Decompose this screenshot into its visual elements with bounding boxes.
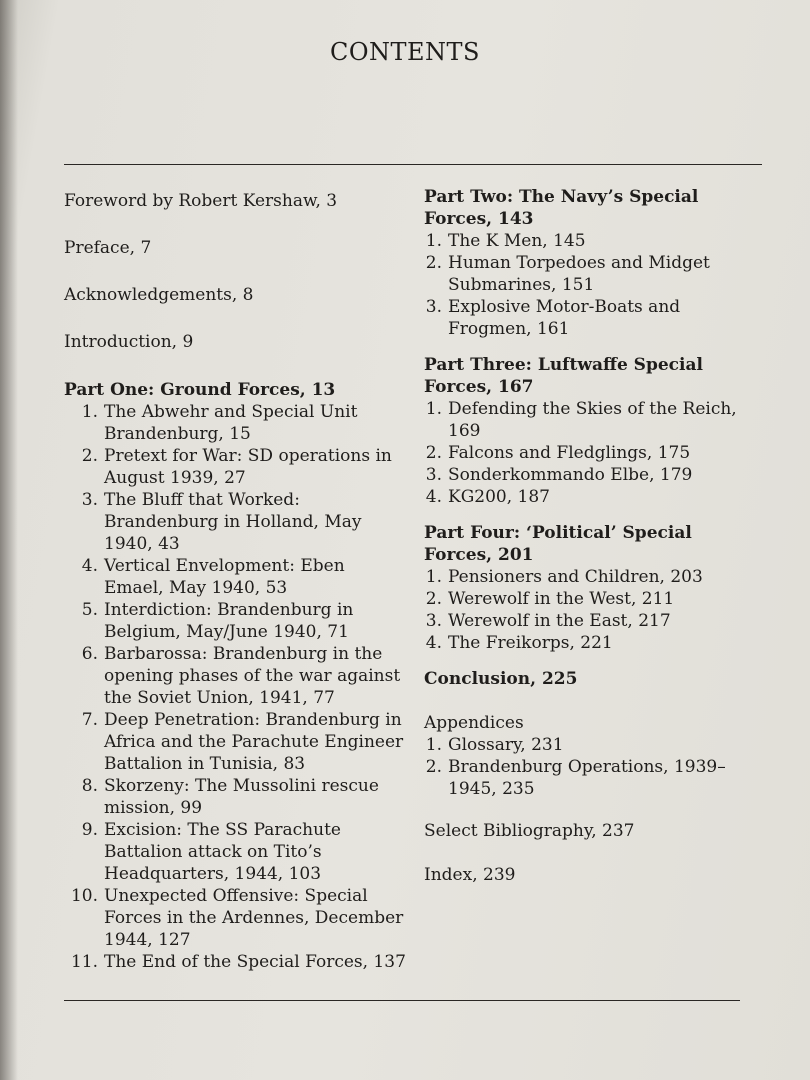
part-three-section <box>424 354 754 508</box>
entry-text: Barbarossa: Brandenburg in the opening phases of the war against the Soviet Union, 1941, 77 <box>104 644 401 708</box>
entry-number: 1. <box>425 231 442 251</box>
entry-text: Excision: The SS Parachute Battalion attack on Tito’s Headquarters, 1944, 103 <box>104 820 341 884</box>
appendices-heading: Appendices <box>424 713 524 733</box>
part-three-heading: Part Three: Luftwaffe Special Forces, 167 <box>424 355 703 397</box>
entry-text: Skorzeny: The Mussolini rescue mission, 99 <box>104 776 379 818</box>
entry-number: 11. <box>70 952 98 972</box>
front-matter-foreword: Foreword by Robert Kershaw, 3 <box>64 191 338 211</box>
part-two-section <box>424 186 754 340</box>
entry-number: 3. <box>425 465 442 485</box>
list-item <box>424 398 754 442</box>
entry-text: The K Men, 145 <box>448 231 586 251</box>
entry-text: The End of the Special Forces, 137 <box>104 952 406 972</box>
entry-text: Unexpected Offensive: Special Forces in the Ardennes, December 1944, 127 <box>104 886 404 950</box>
list-item <box>424 734 754 756</box>
bottom-rule <box>64 1000 740 1001</box>
part-two-entries <box>424 230 754 340</box>
page-gutter-shadow <box>0 0 18 1080</box>
page-title: CONTENTS <box>329 38 480 66</box>
entry-text: Vertical Envelopment: Eben Emael, May 1940, 53 <box>104 556 345 598</box>
entry-number: 1. <box>425 567 442 587</box>
entry-number: 2. <box>425 589 442 609</box>
entry-text: Brandenburg Operations, 1939–1945, 235 <box>448 757 726 799</box>
entry-number: 5. <box>81 600 98 620</box>
entry-number: 1. <box>425 735 442 755</box>
conclusion-heading: Conclusion, 225 <box>424 669 578 689</box>
entry-text: The Freikorps, 221 <box>448 633 613 653</box>
index-entry: Index, 239 <box>424 865 516 885</box>
list-item <box>64 885 409 951</box>
bibliography-entry: Select Bibliography, 237 <box>424 821 635 841</box>
entry-number: 9. <box>81 820 98 840</box>
entry-text: Explosive Motor-Boats and Frogmen, 161 <box>448 297 681 339</box>
list-item <box>424 566 754 588</box>
part-four-heading: Part Four: ‘Political’ Special Forces, 201 <box>424 523 692 565</box>
list-item <box>64 951 409 973</box>
entry-number: 1. <box>81 402 98 422</box>
part-one-heading: Part One: Ground Forces, 13 <box>64 380 336 400</box>
entry-number: 1. <box>425 399 442 419</box>
entry-number: 2. <box>425 757 442 777</box>
part-one-entries <box>64 401 409 973</box>
entry-text: Human Torpedoes and Midget Submarines, 151 <box>448 253 710 295</box>
list-item <box>424 442 754 464</box>
entry-text: The Abwehr and Special Unit Brandenburg, 15 <box>104 402 358 444</box>
part-two-heading: Part Two: The Navy’s Special Forces, 143 <box>424 187 699 229</box>
list-item <box>64 709 409 775</box>
part-four-section <box>424 522 754 654</box>
entry-number: 10. <box>70 886 98 906</box>
list-item <box>424 296 754 340</box>
entry-number: 4. <box>425 633 442 653</box>
entry-number: 7. <box>81 710 98 730</box>
list-item <box>64 489 409 555</box>
entry-number: 2. <box>425 443 442 463</box>
entry-number: 6. <box>81 644 98 664</box>
entry-text: Werewolf in the East, 217 <box>448 611 671 631</box>
list-item <box>424 486 754 508</box>
entry-number: 4. <box>425 487 442 507</box>
front-matter-preface: Preface, 7 <box>64 238 152 258</box>
entry-text: Werewolf in the West, 211 <box>448 589 675 609</box>
list-item <box>64 643 409 709</box>
entry-text: Deep Penetration: Brandenburg in Africa and the Parachute Engineer Battalion in Tunisia, 83 <box>104 710 404 774</box>
entry-number: 4. <box>81 556 98 576</box>
list-item <box>424 230 754 252</box>
entry-number: 8. <box>81 776 98 796</box>
right-column <box>424 186 754 886</box>
list-item <box>424 588 754 610</box>
entry-text: Falcons and Fledglings, 175 <box>448 443 691 463</box>
entry-text: KG200, 187 <box>448 487 550 507</box>
appendices-entries <box>424 734 754 800</box>
entry-number: 3. <box>81 490 98 510</box>
list-item <box>64 445 409 489</box>
entry-number: 2. <box>81 446 98 466</box>
top-rule <box>64 164 762 165</box>
list-item <box>64 819 409 885</box>
list-item <box>424 632 754 654</box>
list-item <box>424 610 754 632</box>
list-item <box>424 252 754 296</box>
left-column <box>64 190 409 973</box>
entry-text: Pensioners and Children, 203 <box>448 567 703 587</box>
entry-text: Sonderkommando Elbe, 179 <box>448 465 693 485</box>
list-item <box>64 775 409 819</box>
list-item <box>64 401 409 445</box>
list-item <box>424 464 754 486</box>
entry-text: Defending the Skies of the Reich, 169 <box>448 399 737 441</box>
entry-text: Pretext for War: SD operations in August 1939, 27 <box>104 446 392 488</box>
entry-number: 2. <box>425 253 442 273</box>
list-item <box>424 756 754 800</box>
part-four-entries <box>424 566 754 654</box>
entry-text: Interdiction: Brandenburg in Belgium, May/June 1940, 71 <box>104 600 354 642</box>
entry-text: The Bluff that Worked: Brandenburg in Holland, May 1940, 43 <box>104 490 362 554</box>
appendices-section <box>424 712 754 800</box>
entry-text: Glossary, 231 <box>448 735 564 755</box>
list-item <box>64 555 409 599</box>
entry-number: 3. <box>425 297 442 317</box>
front-matter-introduction: Introduction, 9 <box>64 332 194 352</box>
front-matter-acknowledgements: Acknowledgements, 8 <box>64 285 254 305</box>
part-three-entries <box>424 398 754 508</box>
list-item <box>64 599 409 643</box>
entry-number: 3. <box>425 611 442 631</box>
